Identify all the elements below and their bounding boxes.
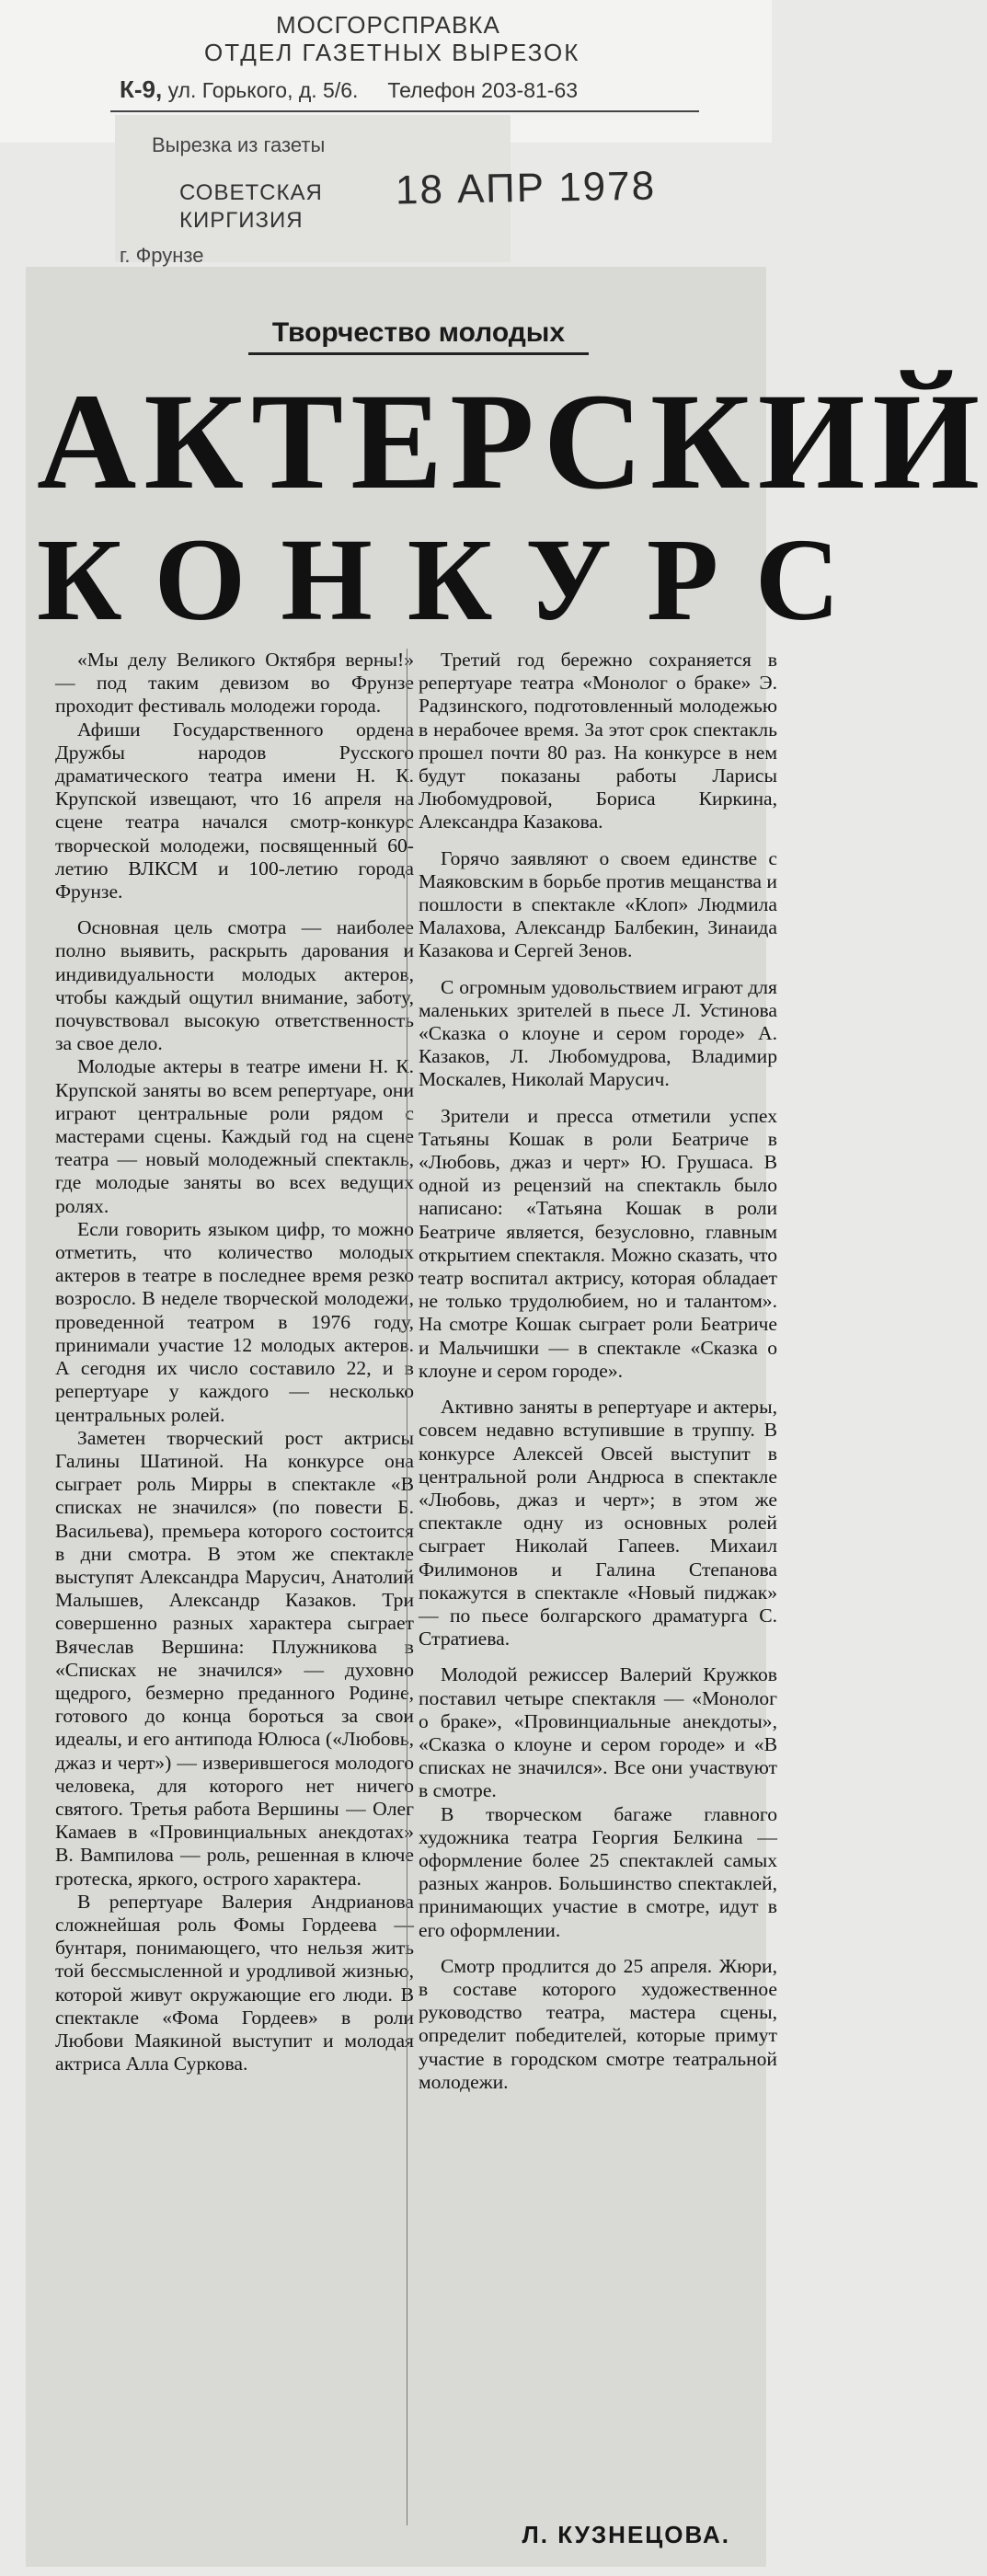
- newspaper-city: г. Фрунзе: [120, 244, 204, 267]
- newspaper-name: [179, 179, 323, 235]
- header-divider: [110, 110, 699, 112]
- agency-name: МОСГОРСПРАВКА: [276, 11, 500, 39]
- paragraph: Если говорить языком цифр, то можно отметить, что количество молодых актеров в театре в последнее время резко возросло. В неделе творческой молодежи, проведенной театром в 1976 году, принимали участие 12 молодых актеров. А сегодня их число составило 22, и в репертуаре у каждого — несколько центральных ролей.: [55, 1217, 414, 1426]
- agency-address: [120, 75, 578, 104]
- paragraph: Третий год бережно сохраняется в репертуаре театра «Монолог о браке» Э. Радзинского, подготовленный молодежью в нерабочее время. За этот срок спектакль прошел почти 80 раз. На конкурсе в нем будут показаны работы Ларисы Любомудровой, Бориса Киркина, Александра Казакова.: [419, 649, 777, 834]
- paragraph: Основная цель смотра — наиболее полно выявить, раскрыть дарования и индивидуальности молодых актеров, чтобы каждый ощутил внимание, заботу, почувствовал высокую ответственность за свое дело.: [55, 916, 414, 1055]
- paragraph: Активно заняты в репертуаре и актеры, совсем недавно вступившие в труппу. В конкурсе Алексей Овсей выступит в центральной роли Андрюса в спектакле «Любовь, джаз и черт»; в этом же спектакле одну из основных ролей сыграет Николай Гапеев. Михаил Филимонов и Галина Степанова покажутся в спектакле «Новый пиджак» — по пьесе болгарского драматурга С. Стратиева.: [419, 1396, 777, 1650]
- date-stamp: 18 АПР 1978: [395, 163, 657, 213]
- paragraph: В репертуаре Валерия Андрианова сложнейшая роль Фомы Гордеева — бунтаря, понимающего, что нельзя жить той бессмысленной и уродливой жизнью, которой живут окружающие его люди. В спектакле «Фома Гордеев» в роли Любови Маякиной выступит и молодая актриса Алла Суркова.: [55, 1890, 414, 2076]
- paragraph: Афиши Государственного ордена Дружбы народов Русского драматического театра имени Н. К. Крупской извещают, что 16 апреля на сцене театра начался смотр-конкурс творческой молодежи, посвященный 60-летию ВЛКСМ и 100-летию города Фрунзе.: [55, 718, 414, 903]
- paragraph: В творческом багаже главного художника театра Георгия Белкина — оформление более 25 спектаклей самых разных жанров. Большинство спектаклей, принимающих участие в смотре, идут в его оформлении.: [419, 1802, 777, 1941]
- paragraph: Зрители и пресса отметили успех Татьяны Кошак в роли Беатриче в «Любовь, джаз и черт» Ю. Грушаса. В одной из рецензий на спектакль было написано: «Татьяна Кошак в роли Беатриче является, безусловно, главным открытием спектакля. Можно сказать, что театр воспитал актрису, которая обладает не только трудолюбием, но и талантом». На смотре Кошак сыграет роли Беатриче и Мальчишки — в спектакле «Сказка о клоуне и сером городе».: [419, 1104, 777, 1382]
- article-column-left: [55, 649, 414, 2076]
- address-phone: Телефон 203-81-63: [387, 78, 579, 102]
- address-street: ул. Горького, д. 5/6.: [167, 78, 359, 102]
- department-name: ОТДЕЛ ГАЗЕТНЫХ ВЫРЕЗОК: [204, 39, 580, 66]
- clip-label: Вырезка из газеты: [152, 133, 326, 156]
- paragraph: «Мы делу Великого Октября верны!» — под таким девизом во Фрунзе проходит фестиваль молодежи города.: [55, 649, 414, 718]
- article-rubric: Творчество молодых: [248, 317, 589, 355]
- newspaper-name-line2: КИРГИЗИЯ: [179, 208, 304, 233]
- paragraph: Молодой режиссер Валерий Кружков поставил четыре спектакля — «Монолог о браке», «Провинциальные анекдоты», «Сказка о клоуне и сером городе» и «В списках не значился». Все они участвуют в смотре.: [419, 1663, 777, 1802]
- paragraph: Горячо заявляют о своем единстве с Маяковским в борьбе против мещанства и пошлости в спектакле «Клоп» Людмила Малахова, Александр Балбекин, Зинаида Казакова и Сергей Зенов.: [419, 846, 777, 962]
- address-code: К-9,: [120, 75, 163, 103]
- headline-line2: КОНКУРС: [37, 514, 876, 645]
- article-column-right: [419, 649, 777, 2094]
- paragraph: Заметен творческий рост актрисы Галины Шатиной. На конкурсе она сыграет роль Мирры в спектакле «В списках не значился» (по повести Б. Васильева), премьера которого состоится в дни смотра. В этом же спектакле выступят Александра Марусич, Анатолий Малышев, Александр Казаков. Три совершенно разных характера сыграет Вячеслав Вершина: Плужникова в «Списках не значился» — духовно щедрого, безмерно преданного Родине, готового до конца бороться за свои идеалы, и его антипода Юлюса («Любовь, джаз и черт») — изверившегося молодого человека, для которого нет ничего святого. Третья работа Вершины — Олег Камаев в «Провинциальных анекдотах» В. Вампилова — роль, решенная в ключе гротеска, яркого, острого характера.: [55, 1426, 414, 1890]
- headline-line1: АКТЕРСКИЙ: [37, 365, 987, 518]
- author-signature: Л. КУЗНЕЦОВА.: [522, 2521, 730, 2548]
- paragraph: Молодые актеры в театре имени Н. К. Крупской заняты во всем репертуаре, они играют центральные роли рядом с мастерами сцены. Каждый год на сцене театра — новый молодежный спектакль, где молодые заняты во всех ведущих ролях.: [55, 1055, 414, 1217]
- paragraph: С огромным удовольствием играют для маленьких зрителей в пьесе Л. Устинова «Сказка о клоуне и сером городе» А. Казаков, Л. Любомудрова, Владимир Москалев, Николай Марусич.: [419, 975, 777, 1091]
- newspaper-name-line1: СОВЕТСКАЯ: [179, 180, 323, 205]
- paragraph: Смотр продлится до 25 апреля. Жюри, в составе которого художественное руководство театра, мастера сцены, определит победителей, которые примут участие в городском смотре театральной молодежи.: [419, 1954, 777, 2093]
